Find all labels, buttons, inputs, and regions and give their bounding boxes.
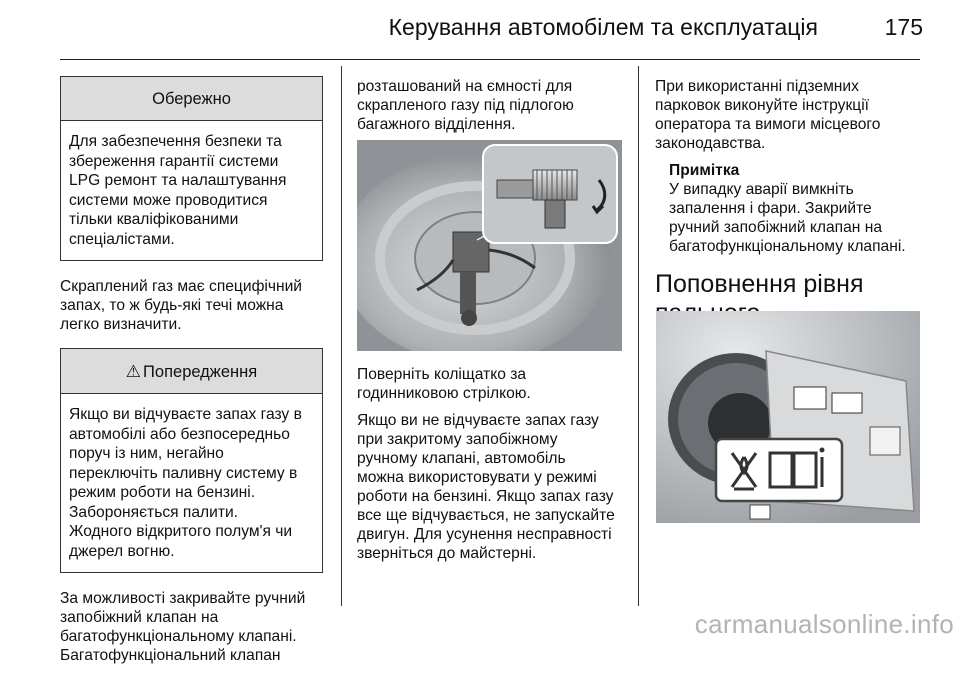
- header-rule: [60, 59, 920, 60]
- safety-valve-paragraph: За можливості закривайте ручний запобіжний клапан на багатофункціональному клапані. Багатофункціональний клапан: [60, 590, 306, 664]
- column-1: [60, 76, 323, 673]
- warning-header: [61, 349, 322, 394]
- warning-body: Якщо ви відчуваєте запах газу в автомобілі або безпосередньо поруч із ним, негайно переключіть паливну систему в режим роботи на бензині. Забороняється палити. Жодного відкритого полум'я чи джерел вогню.: [69, 406, 302, 560]
- caution-title: Обережно: [61, 77, 322, 121]
- fuel-filler-image: [656, 311, 920, 523]
- column-divider-1: [341, 66, 342, 606]
- column-divider-2: [638, 66, 639, 606]
- underground-parking-paragraph: При використанні підземних парковок виконуйте інструкції оператора та вимоги місцевого законодавства.: [655, 78, 881, 152]
- note-body: У випадку аварії вимкніть запалення і фари. Закрийте ручний запобіжний клапан на багатофункціональному клапані.: [669, 181, 906, 255]
- note-block: [669, 161, 935, 256]
- warning-box: [60, 348, 323, 573]
- page-number: 175: [884, 14, 923, 40]
- caution-body: Для забезпечення безпеки та збереження гарантії системи LPG ремонт та налаштування системи може проводитися тільки кваліфікованими спеціалістами.: [69, 133, 287, 248]
- turn-wheel-paragraph: Поверніть коліщатко за годинниковою стрілкою.: [357, 366, 531, 402]
- page-title: Керування автомобілем та експлуатація: [388, 14, 818, 40]
- valve-location-paragraph: розташований на ємності для скрапленого газу під підлогою багажного відділення.: [357, 78, 574, 133]
- gas-smell-paragraph: Скраплений газ має специфічний запах, то ж будь-які течі можна легко визначити.: [60, 278, 303, 333]
- note-title: Примітка: [669, 162, 740, 179]
- no-smell-paragraph: Якщо ви не відчуваєте запах газу при закритому запобіжному ручному клапані, автомобіль можна використовувати у режимі роботи на бензині. Якщо запах газу все ще відчувається, не запускайте двигун. Для усунення несправності зверніться до майстерні.: [357, 412, 615, 562]
- multivalve-illustration: [357, 140, 622, 351]
- watermark: carmanualsonline.info: [694, 609, 954, 639]
- warning-triangle-icon: ⚠: [125, 362, 142, 381]
- fuel-filler-illustration: [656, 311, 920, 523]
- multivalve-image: [357, 140, 622, 351]
- section-heading-refuelling: Поповнення рівня: [655, 270, 864, 298]
- caution-box: [60, 76, 323, 261]
- column-2: [357, 77, 627, 142]
- column-2-lower: [357, 365, 627, 571]
- warning-title: Попередження: [143, 363, 258, 381]
- column-3: [655, 77, 935, 342]
